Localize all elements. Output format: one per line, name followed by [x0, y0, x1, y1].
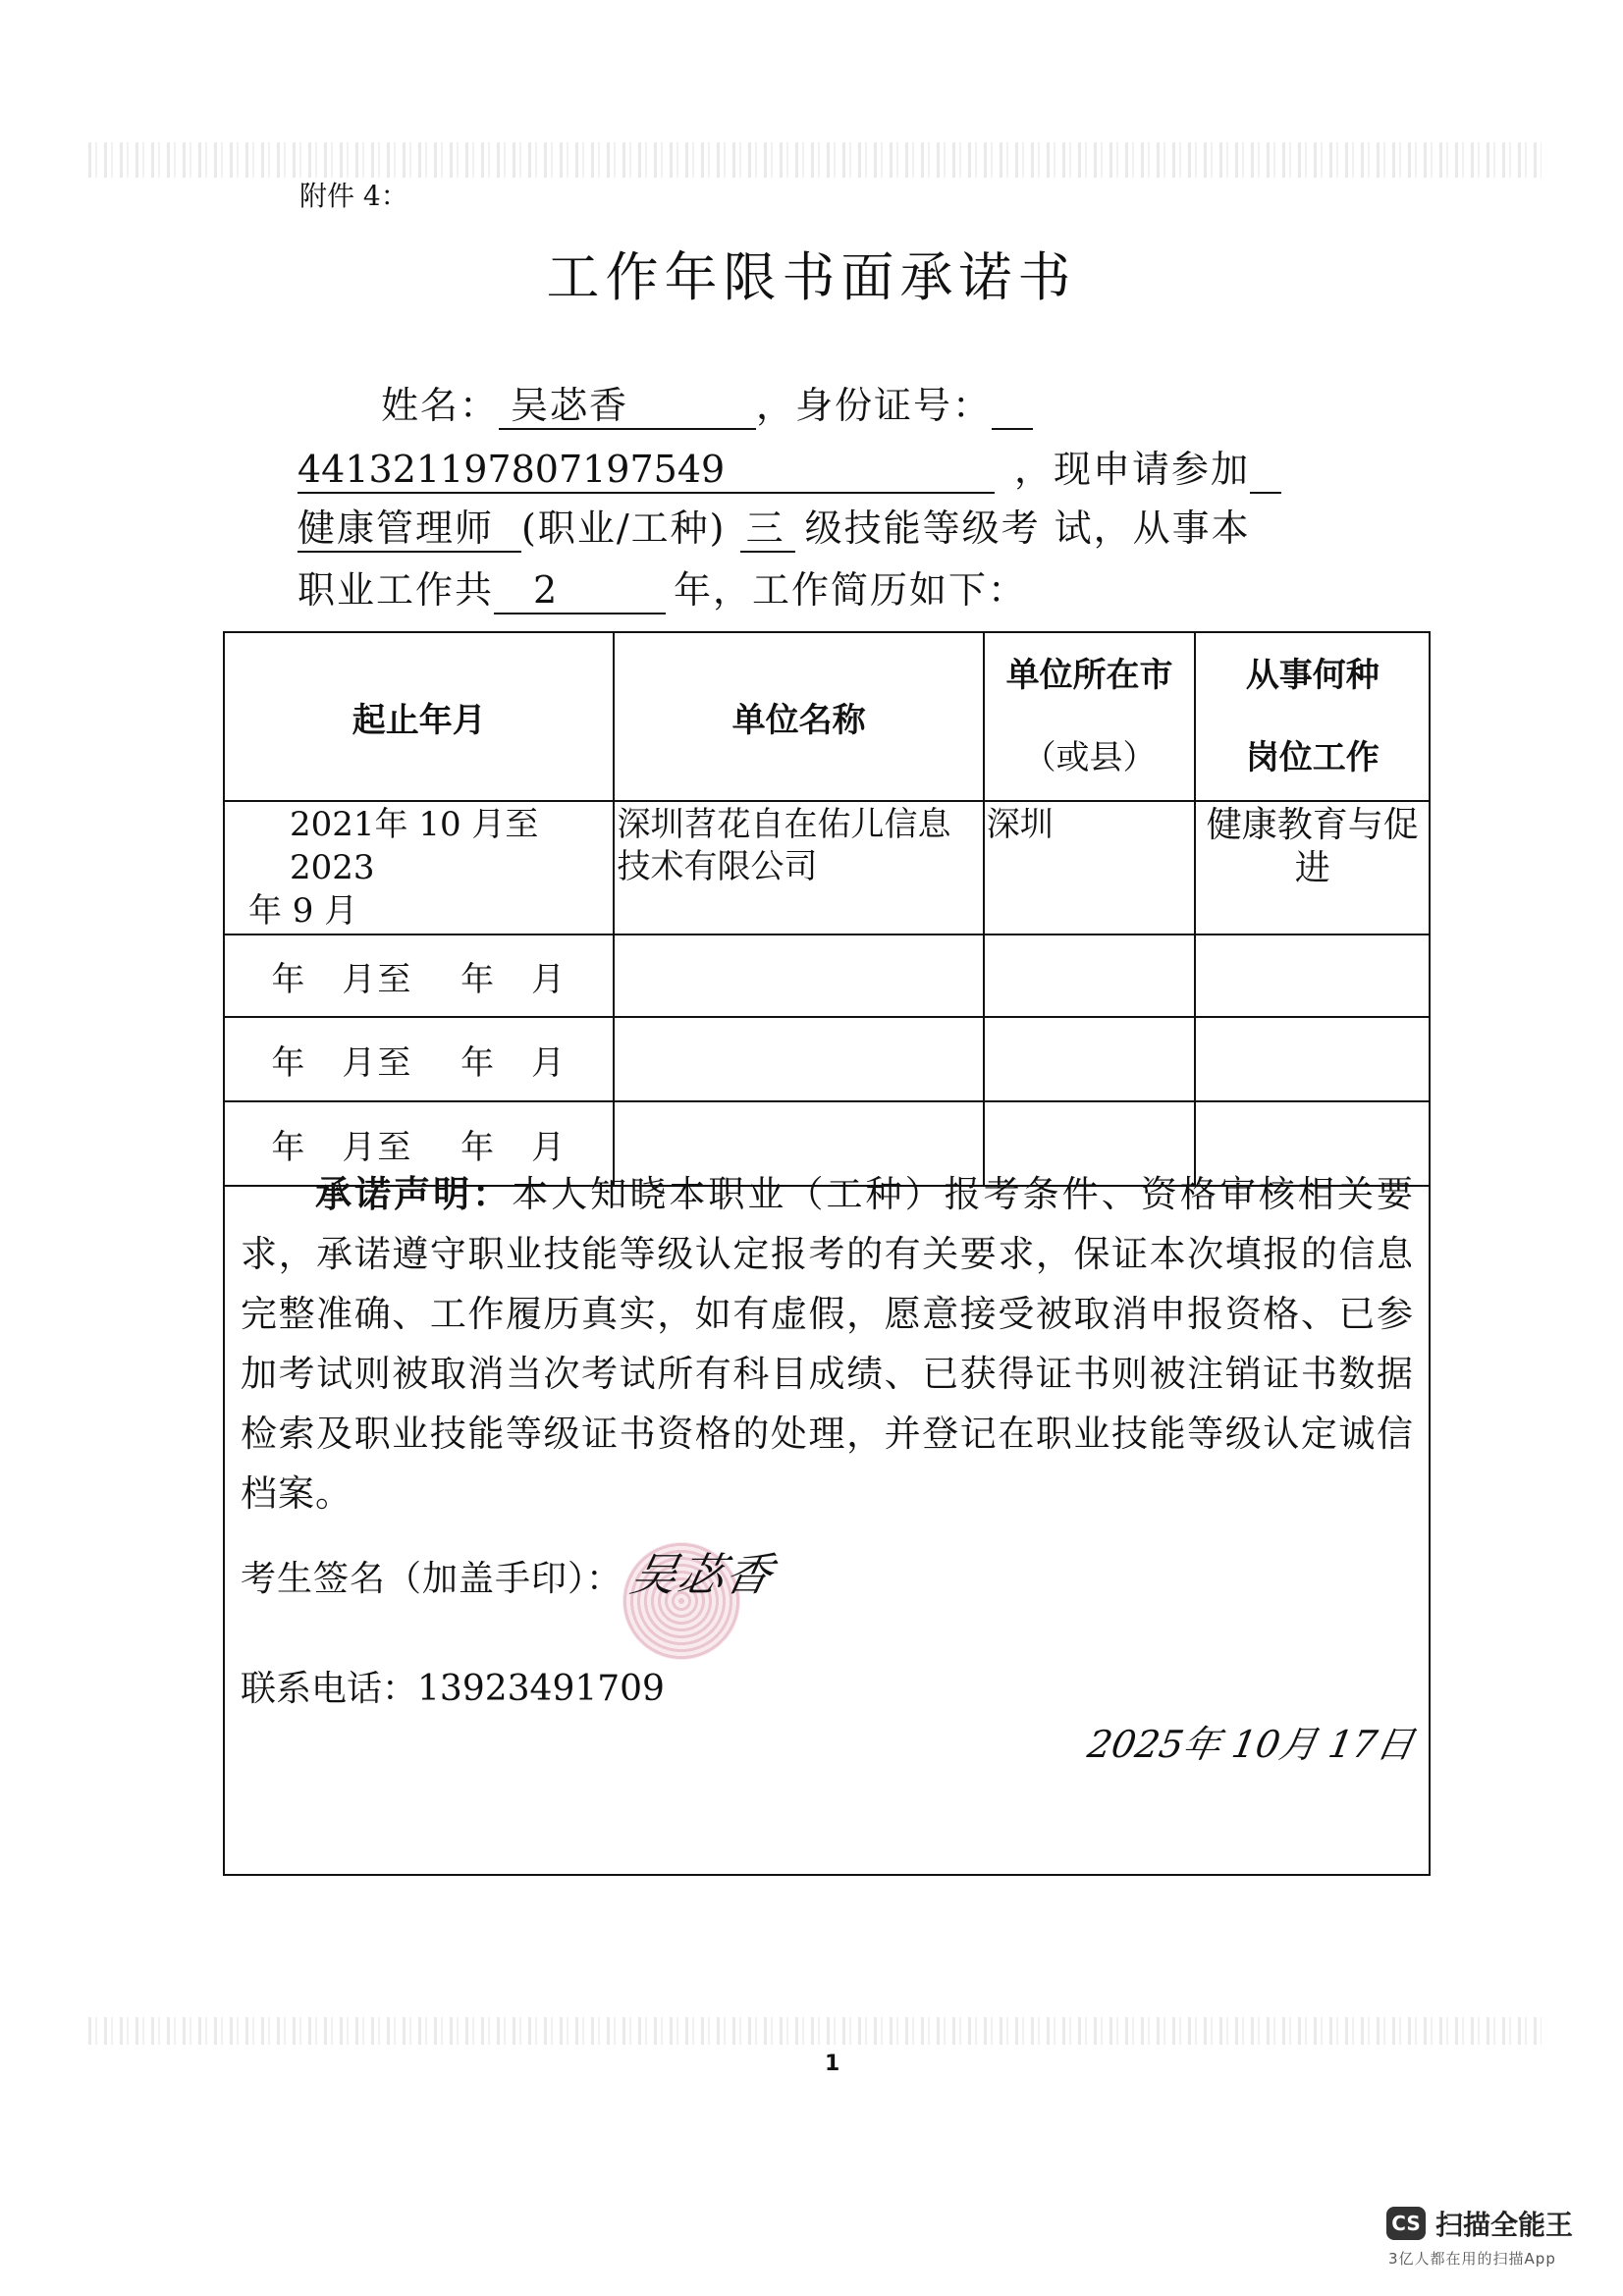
- row-unit: 深圳苕花自在佑儿信息技术有限公司: [614, 801, 983, 934]
- empty-period: 年 月至 年 月: [224, 1101, 614, 1186]
- document-title: 工作年限书面承诺书: [546, 246, 1077, 308]
- empty-cell: [984, 934, 1196, 1017]
- row-city: 深圳: [984, 801, 1196, 934]
- name-label: 姓名：: [381, 384, 500, 427]
- years-suffix: 年，工作简历如下：: [674, 568, 1028, 612]
- level-value: 三: [740, 507, 795, 553]
- header-city: [984, 632, 1196, 801]
- table-row: [224, 1017, 1430, 1101]
- phone-value: 13923491709: [417, 1669, 665, 1709]
- row-period-line1: 2021年 10 月至2023: [290, 805, 539, 887]
- declaration-box: [223, 1154, 1431, 1876]
- scanner-watermark: [1386, 2204, 1573, 2243]
- empty-period: 年 月至 年 月: [224, 934, 614, 1017]
- declaration-heading: 承诺声明：: [313, 1173, 513, 1215]
- declaration-text: [241, 1164, 1414, 1523]
- occupation-value: 健康管理师: [298, 507, 521, 553]
- id-value: 441321197807197549: [298, 449, 995, 494]
- table-row: [224, 934, 1430, 1017]
- id-underline-stub: [992, 385, 1033, 430]
- form-line-name: [381, 375, 1033, 430]
- attachment-label: 附件 4：: [299, 180, 408, 212]
- name-value: 吴苾香: [499, 385, 756, 430]
- scan-noise-bottom: [88, 2017, 1542, 2045]
- signature-line: [241, 1551, 622, 1601]
- empty-period: 年 月至 年 月: [224, 1017, 614, 1101]
- page-number: 1: [825, 2052, 840, 2076]
- header-post-line1: 从事何种: [1245, 656, 1380, 695]
- scanner-tagline: 3亿人都在用的扫描App: [1388, 2250, 1556, 2268]
- form-line-years: [298, 560, 1027, 614]
- header-unit: 单位名称: [614, 632, 983, 801]
- scanner-name: 扫描全能王: [1435, 2209, 1574, 2241]
- signature-label: 考生签名（加盖手印）：: [241, 1559, 623, 1599]
- phone-label: 联系电话：: [241, 1669, 418, 1709]
- form-line-id: [298, 439, 1281, 494]
- header-period: 起止年月: [224, 632, 614, 801]
- years-prefix: 职业工作共: [298, 568, 495, 612]
- empty-cell: [614, 934, 983, 1017]
- scanner-logo: CS: [1386, 2207, 1426, 2240]
- level-text: 级技能等级考 试，从事本: [804, 507, 1251, 550]
- id-label: ，身份证号：: [756, 384, 993, 427]
- row-post: 健康教育与促进: [1195, 801, 1430, 934]
- table-header-row: [224, 632, 1430, 801]
- occupation-label: (职业/工种): [521, 507, 727, 550]
- header-post-line2: 岗位工作: [1245, 738, 1380, 777]
- declaration-body: 本人知晓本职业（工种）报考条件、资格审核相关要求，承诺遵守职业技能等级认定报考的有关要求，保证本次填报的信息完整准确、工作履历真实，如有虚假，愿意接受被取消申报资格、已参加考试则被取消当次考试所有科目成绩、已获得证书则被注销证书数据检索及职业技能等级证书资格的处理，并登记在职业技能等级认定诚信档案。: [241, 1173, 1415, 1515]
- empty-cell: [984, 1017, 1196, 1101]
- header-city-line1: 单位所在市: [1005, 656, 1173, 695]
- row-period-line2: 年 9 月: [248, 891, 358, 931]
- empty-cell: [1195, 1017, 1430, 1101]
- years-value: 2: [494, 569, 666, 614]
- apply-underline-stub: [1250, 449, 1281, 494]
- scan-noise-top: [88, 142, 1542, 178]
- signature-handwriting: 吴苾香: [625, 1548, 780, 1601]
- empty-cell: [614, 1017, 983, 1101]
- work-history-table: [223, 631, 1431, 1187]
- header-post: [1195, 632, 1430, 801]
- phone-line: [241, 1661, 665, 1711]
- apply-text: ，现申请参加: [1014, 448, 1251, 491]
- form-line-occupation: [298, 498, 1251, 553]
- row-period: [224, 801, 614, 934]
- table-row: [224, 801, 1430, 934]
- empty-cell: [1195, 934, 1430, 1017]
- handwritten-date: 2025年 10月 17日: [1084, 1723, 1418, 1766]
- header-city-line2: （或县）: [1022, 738, 1157, 777]
